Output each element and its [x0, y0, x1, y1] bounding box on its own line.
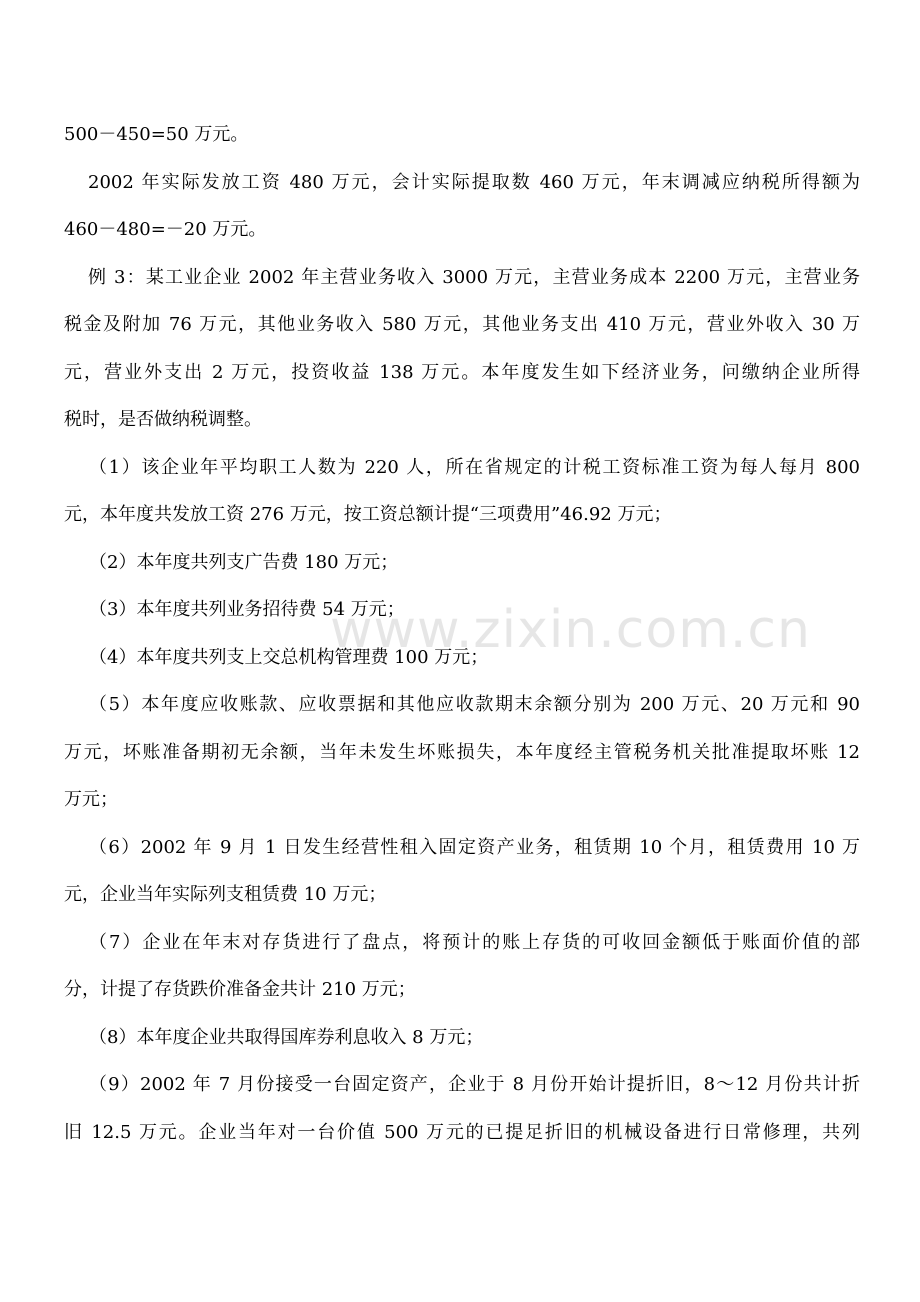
text-line: 分，计提了存货跌价准备金共计 210 万元； [64, 979, 416, 1000]
text-line: 税金及附加 76 万元，其他业务收入 580 万元，其他业务支出 410 万元，营业外收入 30 万 [64, 314, 860, 335]
text-line: （7）企业在年末对存货进行了盘点，将预计的账上存货的可收回金额低于账面价值的部 [89, 931, 860, 953]
text-line: 万元； [64, 789, 118, 810]
text-line: 元，企业当年实际列支租赁费 10 万元； [64, 884, 387, 905]
text-line: （9）2002 年 7 月份接受一台固定资产，企业于 8 月份开始计提折旧，8～12 月份共计折 [89, 1074, 860, 1095]
document-body [64, 111, 860, 1156]
text-line: 元，本年度共发放工资 276 万元，按工资总额计提“三项费用”46.92 万元； [64, 504, 672, 525]
text-line: 税时，是否做纳税调整。 [64, 409, 262, 430]
text-line: 460－480=－20 万元。 [64, 219, 267, 240]
watermark-text: www.zixin.com.cn [330, 600, 811, 660]
text-line: （3）本年度共列业务招待费 54 万元； [89, 599, 405, 620]
text-line: （4）本年度共列支上交总机构管理费 100 万元； [89, 646, 489, 668]
text-line: （1）该企业年平均职工人数为 220 人，所在省规定的计税工资标准工资为每人每月 800 [89, 456, 860, 478]
text-line: 旧 12.5 万元。企业当年对一台价值 500 万元的已提足折旧的机械设备进行日常修理，共列 [64, 1121, 860, 1143]
text-line: 500－450=50 万元。 [64, 124, 249, 145]
text-line: （5）本年度应收账款、应收票据和其他应收款期末余额分别为 200 万元、20 万元和 90 [89, 694, 860, 715]
text-line: 2002 年实际发放工资 480 万元，会计实际提取数 460 万元，年末调减应纳税所得额为 [88, 171, 860, 193]
text-line: 例 3：某工业企业 2002 年主营业务收入 3000 万元，主营业务成本 2200 万元，主营业务 [88, 266, 860, 288]
text-line: （8）本年度企业共取得国库券利息收入 8 万元； [89, 1026, 484, 1048]
text-line: 元，营业外支出 2 万元，投资收益 138 万元。本年度发生如下经济业务，问缴纳企业所得 [64, 361, 860, 383]
text-line: （2）本年度共列支广告费 180 万元； [89, 551, 399, 573]
text-line: （6）2002 年 9 月 1 日发生经营性租入固定资产业务，租赁期 10 个月，租赁费用 10 万 [89, 836, 860, 858]
text-line: 万元，坏账准备期初无余额，当年未发生坏账损失，本年度经主管税务机关批准提取坏账 12 [64, 741, 860, 763]
